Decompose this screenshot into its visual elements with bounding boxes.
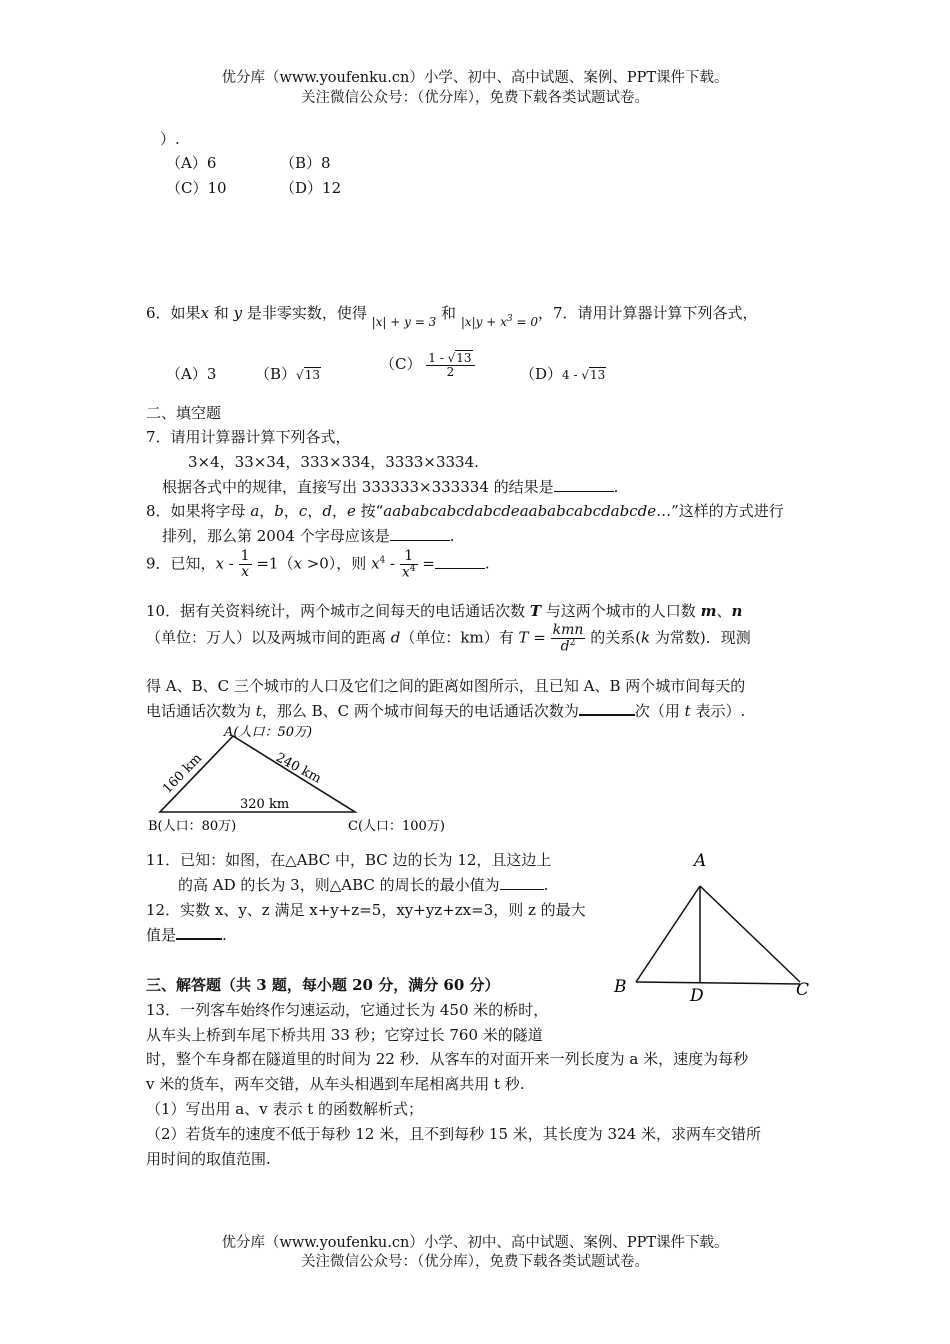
q10-ac-distance: 240 km: [273, 750, 324, 787]
q5-option-c: （C）10: [166, 179, 227, 197]
q6-eq1: |x| + y = 3: [371, 315, 437, 329]
q11-side-ac: [700, 886, 800, 982]
q13-line-1: 13．一列客车始终作匀速运动，它通过长为 450 米的桥时，: [146, 1001, 549, 1019]
q11-side-bc: [636, 982, 800, 984]
q5-option-a: （A）6: [166, 154, 217, 172]
q11-side-ab: [636, 886, 700, 982]
q6-num: 6．如果: [146, 304, 201, 322]
q11-triangle-diagram: [600, 842, 830, 1012]
q10-line-4: 电话通话次数为 t，那么 B、C 两个城市间每天的电话通话次数为 次（用 t 表示）.: [146, 702, 746, 720]
q6-var-x: x: [200, 304, 210, 322]
q11-label-c: C: [796, 980, 810, 1000]
q6-text1: 是非零实数，使得: [242, 304, 367, 322]
q6-he: 和: [441, 304, 457, 322]
section-2-title: 二、填空题: [146, 404, 222, 422]
header-line-2: 关注微信公众号：（优分库），免费下载各类试题试卷。: [301, 90, 649, 106]
q10-label-c: C(人口：100万): [348, 819, 445, 834]
q6-option-b: （B）√13: [255, 365, 320, 383]
q6-and: 和: [209, 304, 234, 322]
q5-option-d: （D）12: [280, 179, 342, 197]
q13-part-2-cont: 用时间的取值范围.: [146, 1150, 271, 1168]
section-3-title: 三、解答题（共 3 题，每小题 20 分，满分 60 分）: [146, 976, 500, 994]
q6-option-c: （C） $\frac{1 - √13}{2}$: [380, 352, 475, 378]
q10-label-b: B(人口：80万): [148, 819, 237, 834]
q12-answer-blank[interactable]: [176, 924, 222, 940]
q9-answer-blank[interactable]: [435, 554, 485, 569]
q11-line-1: 11．已知：如图，在△ABC 中，BC 边的长为 12，且这边上: [146, 851, 552, 869]
q7-line-3: 根据各式中的规律，直接写出 333333×333334 的结果是 .: [162, 478, 619, 496]
q9-line: 9．已知，x - $\frac{1}{x}$ =1（x >0），则 $x^4$ - $\frac{1}{x^4}$ = .: [146, 548, 490, 581]
q6-option-d: （D）4 - √13: [520, 365, 606, 383]
q8-line-2: 排列，那么第 2004 个字母应该是 .: [162, 527, 455, 545]
q13-part-1: （1）写出用 a、v 表示 t 的函数解析式；: [146, 1100, 424, 1118]
q11-label-d: D: [690, 986, 704, 1006]
q12-line-2: 值是 .: [146, 926, 227, 944]
footer-line-2: 关注微信公众号：（优分库），免费下载各类试题试卷。: [301, 1254, 649, 1270]
q13-line-3: 时，整个车身都在隧道里的时间为 22 秒．从客车的对面开来一列长度为 a 米，速度为每秒: [146, 1050, 749, 1068]
q11-label-a: A: [694, 851, 707, 871]
q10-answer-blank[interactable]: [579, 700, 635, 716]
q6-text2: ，7．请用计算器计算下列各式，: [537, 304, 758, 322]
q10-city-diagram: [140, 722, 470, 842]
q6-eq2: |x|y + x3 = 0: [460, 314, 538, 329]
q8-sequence: aababcabcdabcdeaababcabcdabcde…: [383, 502, 672, 520]
q11-label-b: B: [614, 977, 627, 997]
q7-line-1: 7．请用计算器计算下列各式，: [146, 428, 351, 446]
q10-label-a: A(人口：50万): [224, 725, 313, 740]
q11-answer-blank[interactable]: [500, 875, 544, 890]
q12-line-1: 12．实数 x、y、z 满足 x+y+z=5，xy+yz+zx=3，则 z 的最大: [146, 901, 586, 919]
q7-line-2: 3×4，33×34，333×334，3333×3334.: [188, 453, 479, 471]
header-line-1: 优分库（www.youfenku.cn）小学、初中、高中试题、案例、PPT课件下载。: [221, 70, 729, 86]
q10-bc-distance: 320 km: [240, 797, 290, 812]
q6-var-y: y: [233, 304, 243, 322]
q10-line-2: （单位：万人）以及两城市间的距离 d（单位：km）有 T = $\frac{\text{kmn}}{d^2}$ 的关系(k 为常数)．现测: [146, 622, 751, 655]
q8-line-1: 8．如果将字母 a，b，c，d，e 按“aababcabcdabcdeaababcabcdabcde…”这样的方式进行: [146, 502, 784, 520]
q10-ab-distance: 160 km: [160, 750, 206, 797]
q5-option-b: （B）8: [280, 154, 331, 172]
q6-stem: [146, 302, 758, 329]
q13-line-2: 从车头上桥到车尾下桥共用 33 秒；它穿过长 760 米的隧道: [146, 1026, 543, 1044]
q13-part-2: （2）若货车的速度不低于每秒 12 米，且不到每秒 15 米，其长度为 324 米，求两车交错所: [146, 1125, 761, 1143]
q13-line-4: v 米的货车，两车交错，从车头相遇到车尾相离共用 t 秒.: [146, 1075, 525, 1093]
footer-line-1: 优分库（www.youfenku.cn）小学、初中、高中试题、案例、PPT课件下载。: [221, 1235, 729, 1251]
q8-answer-blank[interactable]: [390, 526, 450, 541]
q6-option-a: （A）3: [166, 365, 217, 383]
q10-line-3: 得 A、B、C 三个城市的人口及它们之间的距离如图所示，且已知 A、B 两个城市间每天的: [146, 677, 746, 695]
q11-line-2: 的高 AD 的长为 3，则△ABC 的周长的最小值为 .: [178, 876, 549, 894]
q5-tail: ）.: [160, 130, 180, 148]
q10-line-1: 10．据有关资料统计，两个城市之间每天的电话通话次数 T 与这两个城市的人口数 m、n: [146, 602, 743, 620]
q7-answer-blank[interactable]: [554, 477, 614, 492]
